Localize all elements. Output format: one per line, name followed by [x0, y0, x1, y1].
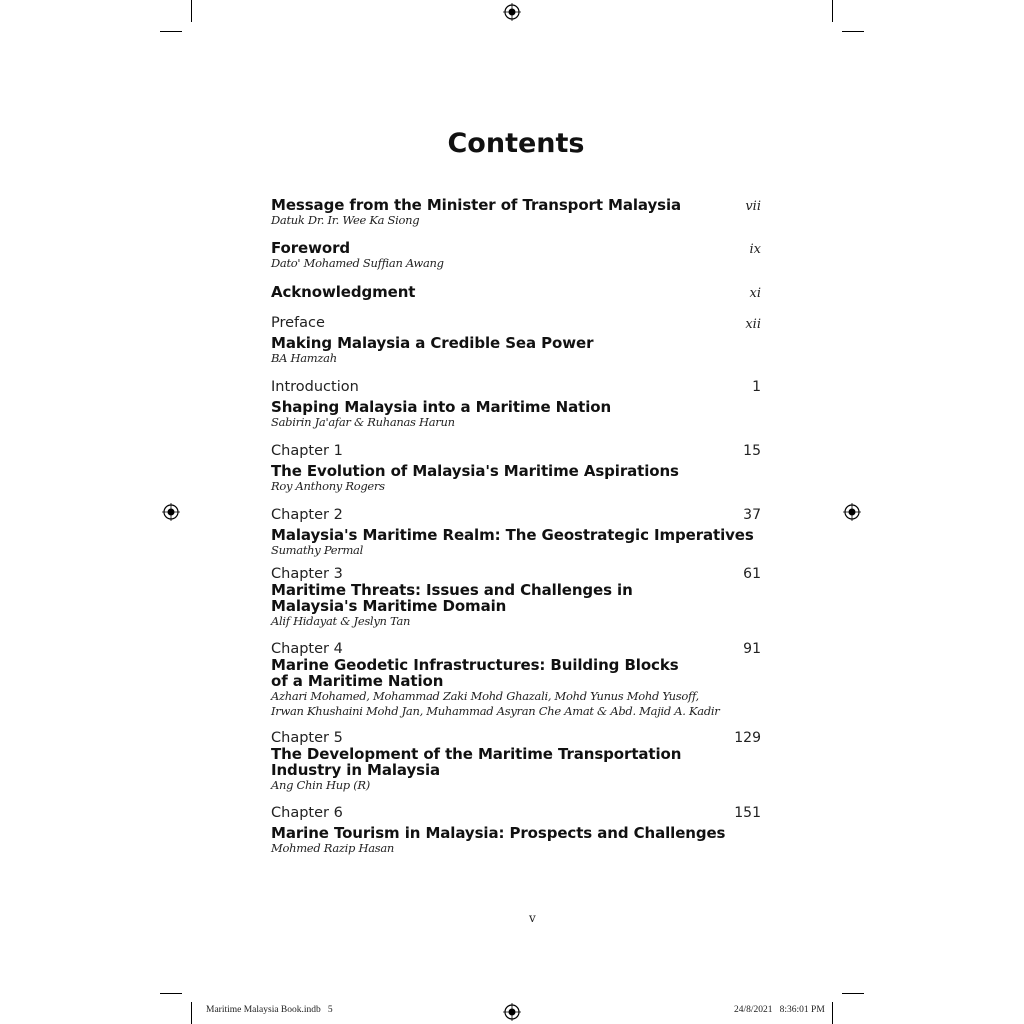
- entry-label: Chapter 1: [271, 443, 343, 459]
- crop-mark: [160, 31, 182, 32]
- crop-mark: [842, 31, 864, 32]
- entry-page-number: xii: [745, 317, 761, 332]
- entry-page-number: 15: [743, 443, 761, 459]
- entry-label: Chapter 4: [271, 641, 343, 657]
- toc-entry: [271, 315, 763, 366]
- entry-author: Roy Anthony Rogers: [271, 479, 385, 493]
- registration-mark-icon: [162, 503, 180, 521]
- entry-label: Chapter 3: [271, 566, 343, 582]
- entry-title: Marine Tourism in Malaysia: Prospects and Challenges: [271, 824, 726, 842]
- registration-mark-icon: [843, 503, 861, 521]
- entry-author: Dato' Mohamed Suffian Awang: [271, 256, 444, 270]
- slug-timestamp: 24/8/2021 8:36:01 PM: [734, 1005, 825, 1015]
- toc-entry: [271, 641, 763, 719]
- crop-mark: [160, 993, 182, 994]
- toc-entry: [271, 240, 763, 271]
- entry-author: Datuk Dr. Ir. Wee Ka Siong: [271, 213, 420, 227]
- toc-entry: [271, 730, 763, 793]
- entry-title: Marine Geodetic Infrastructures: Building Blocks: [271, 656, 679, 674]
- entry-title-line2: Industry in Malaysia: [271, 761, 441, 779]
- toc-entry: [271, 443, 763, 494]
- entry-label: Chapter 2: [271, 507, 343, 523]
- entry-author: BA Hamzah: [271, 351, 337, 365]
- entry-author: Mohmed Razip Hasan: [271, 841, 395, 855]
- entry-page-number: 37: [743, 507, 761, 523]
- entry-page-number: 61: [743, 566, 761, 582]
- entry-page-number: xi: [749, 286, 761, 301]
- page-title: Contents: [447, 128, 585, 159]
- crop-mark: [832, 0, 833, 22]
- entry-label: Chapter 6: [271, 805, 343, 821]
- entry-label: Introduction: [271, 379, 359, 395]
- entry-author: Sumathy Permal: [271, 543, 363, 557]
- crop-mark: [191, 1002, 192, 1024]
- entry-page-number: 1: [752, 379, 761, 395]
- entry-author: Ang Chin Hup (R): [271, 778, 370, 792]
- entry-page-number: 129: [734, 730, 761, 746]
- entry-author: Azhari Mohamed, Mohammad Zaki Mohd Ghazali, Mohd Yunus Mohd Yusoff,: [271, 689, 699, 703]
- crop-mark: [191, 0, 192, 22]
- toc-entry: [271, 379, 763, 430]
- toc-entry: [271, 197, 763, 228]
- entry-author: Sabirin Ja'afar & Ruhanas Harun: [271, 415, 455, 429]
- entry-title: Message from the Minister of Transport Malaysia: [271, 196, 682, 214]
- crop-mark: [842, 993, 864, 994]
- entry-author: Irwan Khushaini Mohd Jan, Muhammad Asyran Che Amat & Abd. Majid A. Kadir: [271, 704, 720, 718]
- page-folio: v: [529, 911, 536, 925]
- toc-entry: [271, 566, 763, 629]
- toc-entry: [271, 507, 763, 558]
- entry-page-number: vii: [745, 199, 761, 214]
- registration-mark-icon: [503, 3, 521, 21]
- crop-mark: [832, 1002, 833, 1024]
- entry-title: The Development of the Maritime Transportation: [271, 745, 682, 763]
- entry-title: Maritime Threats: Issues and Challenges in: [271, 581, 633, 599]
- entry-author: Alif Hidayat & Jeslyn Tan: [271, 614, 411, 628]
- toc-entry: [271, 805, 763, 856]
- entry-title: Foreword: [271, 239, 351, 257]
- entry-title: Malaysia's Maritime Realm: The Geostrategic Imperatives: [271, 526, 754, 544]
- entry-title-line2: of a Maritime Nation: [271, 672, 444, 690]
- entry-title: Acknowledgment: [271, 283, 416, 301]
- entry-page-number: ix: [749, 242, 761, 257]
- entry-page-number: 151: [734, 805, 761, 821]
- entry-title-line2: Malaysia's Maritime Domain: [271, 597, 507, 615]
- slug-filename: Maritime Malaysia Book.indb 5: [206, 1005, 333, 1015]
- entry-title: Shaping Malaysia into a Maritime Nation: [271, 398, 612, 416]
- registration-mark-icon: [503, 1003, 521, 1021]
- entry-label: Preface: [271, 315, 325, 331]
- entry-title: The Evolution of Malaysia's Maritime Aspirations: [271, 462, 679, 480]
- toc-entry: [271, 284, 763, 300]
- entry-title: Making Malaysia a Credible Sea Power: [271, 334, 594, 352]
- entry-page-number: 91: [743, 641, 761, 657]
- entry-label: Chapter 5: [271, 730, 343, 746]
